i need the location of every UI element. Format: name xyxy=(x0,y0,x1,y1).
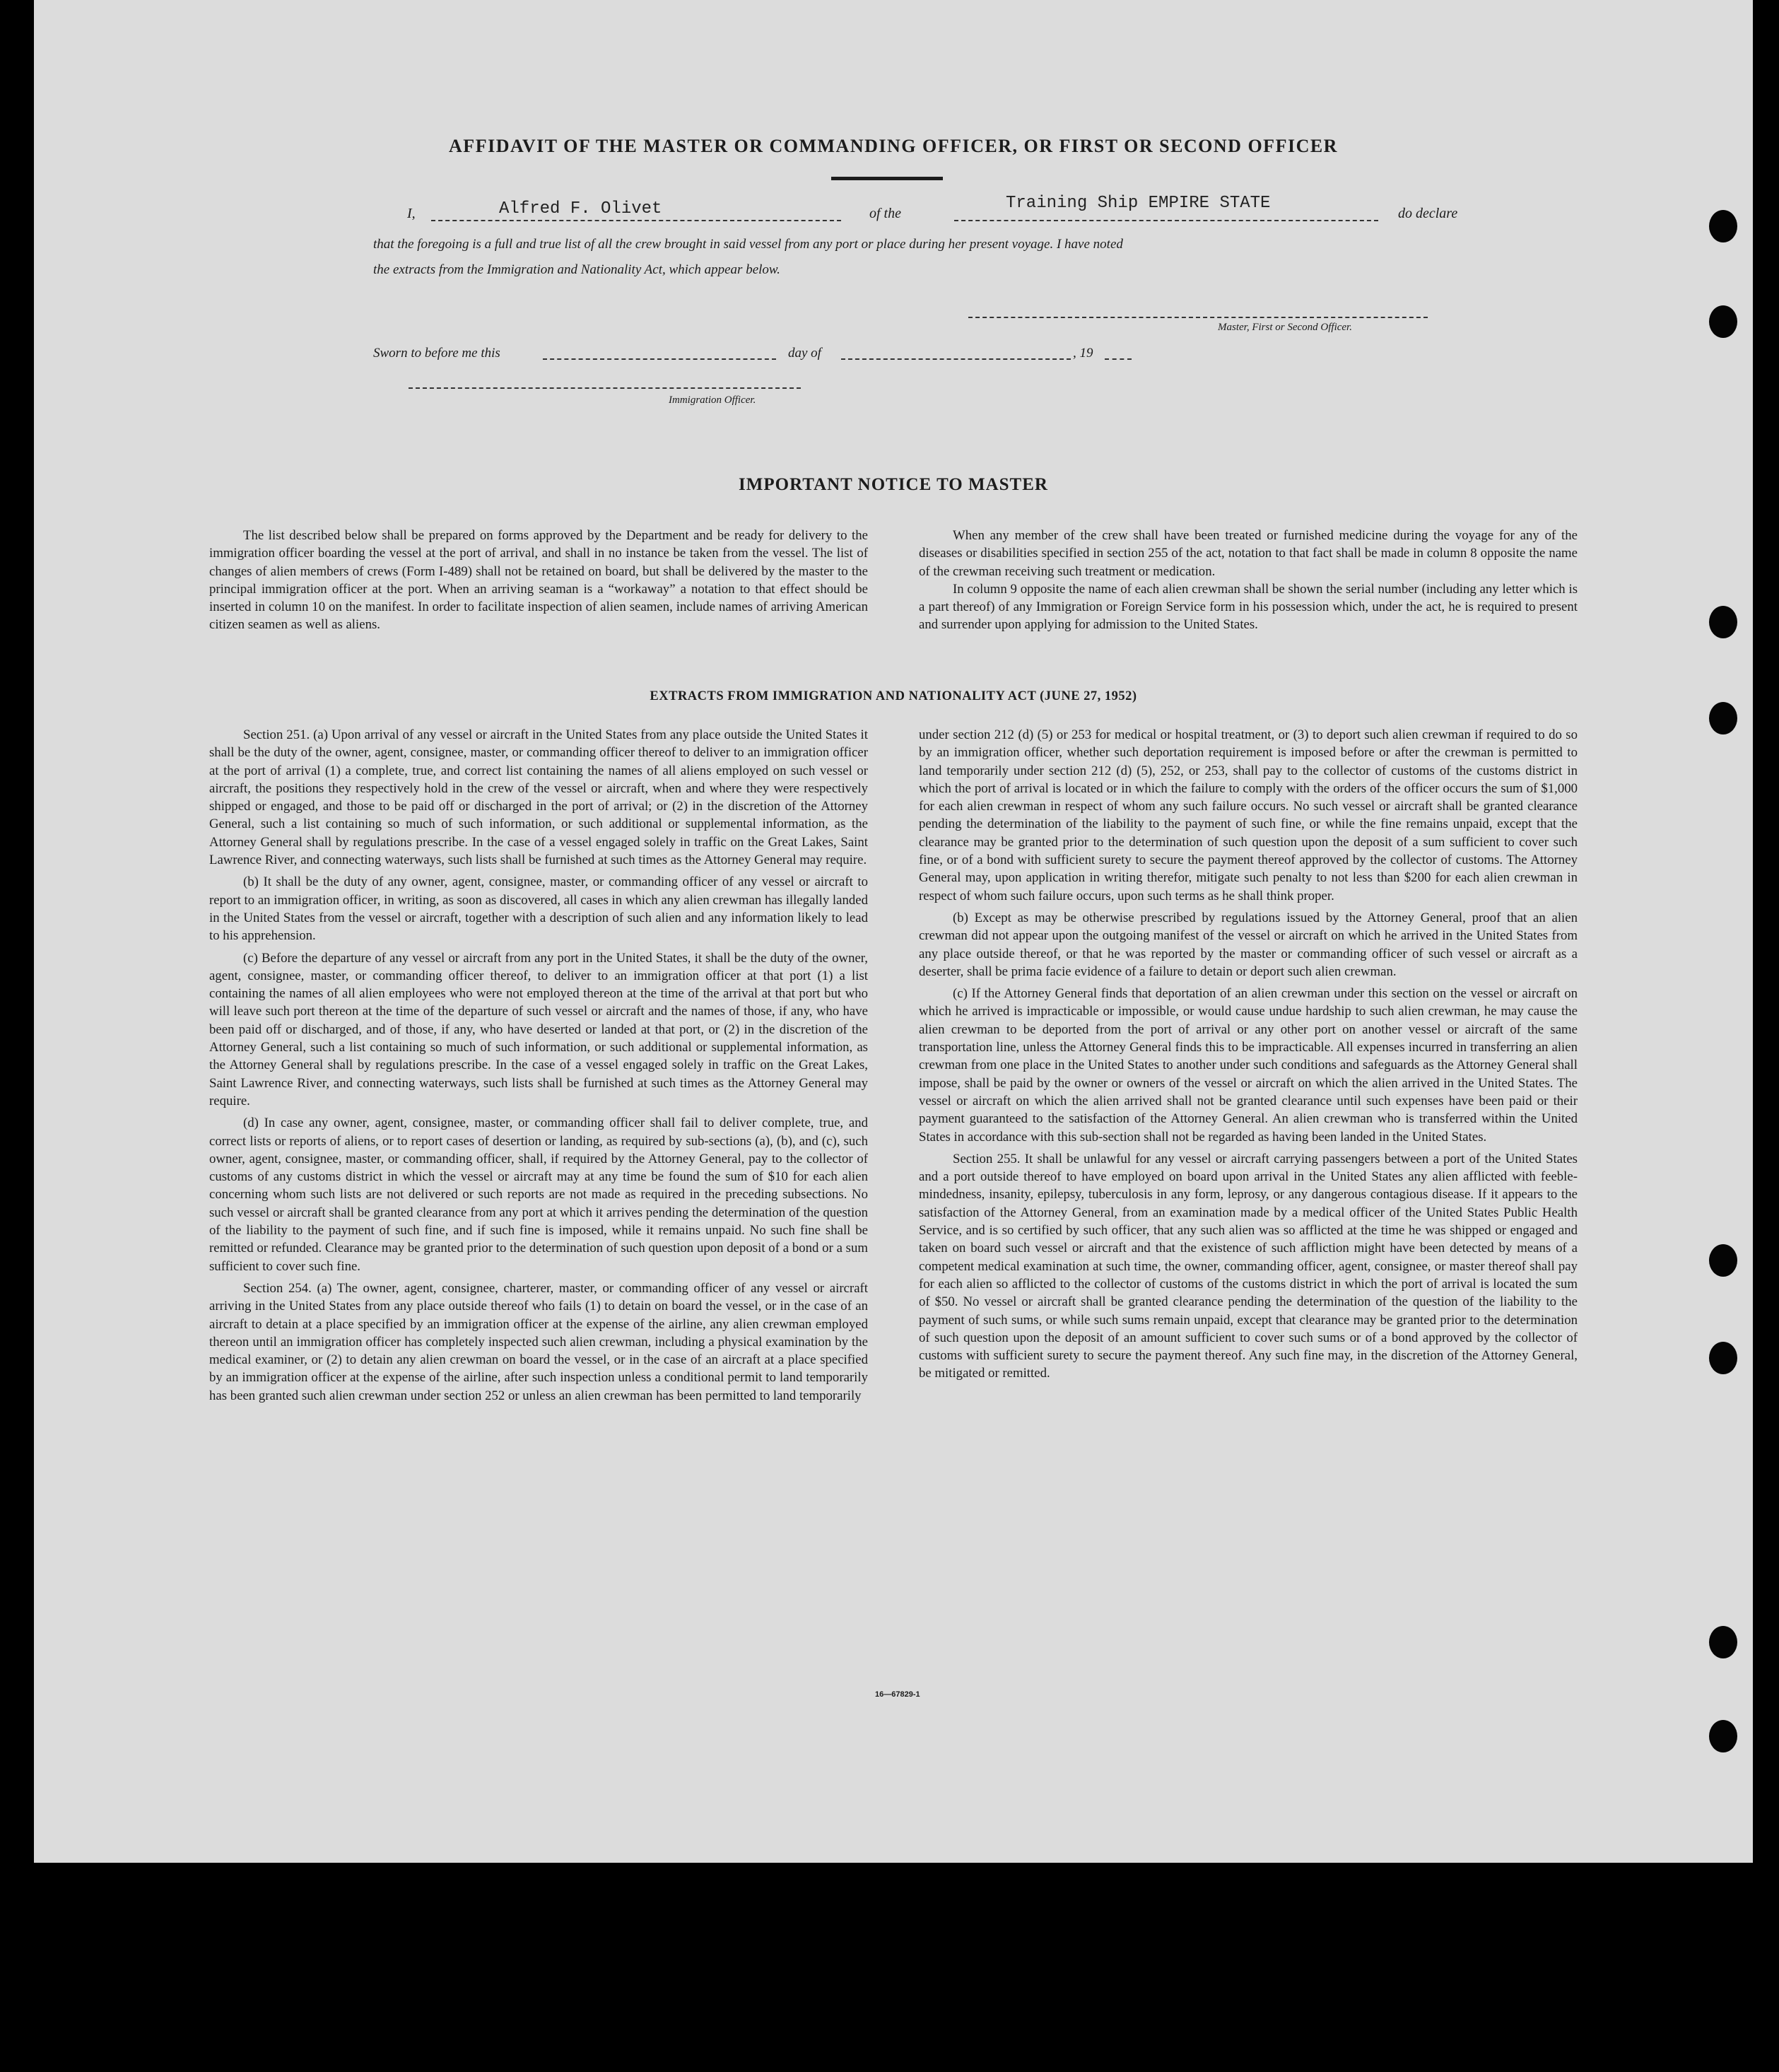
vessel-blank-line xyxy=(954,220,1378,221)
day-of-label: day of xyxy=(788,346,821,361)
notice-title: IMPORTANT NOTICE TO MASTER xyxy=(739,475,1048,494)
punch-hole xyxy=(1709,606,1737,638)
officer-signature-line xyxy=(409,387,801,389)
notice-right-paragraph: In column 9 opposite the name of each alien crewman shall be shown the serial number (including any letter which is a part thereof) of any Immigration or Foreign Service form in his possession which, under the act, he is required to present and surrender upon applying for admission to the United States. xyxy=(919,581,1578,633)
punch-hole xyxy=(1709,305,1737,338)
year-prefix: , 19 xyxy=(1073,346,1093,361)
section-paragraph: (c) Before the departure of any vessel or aircraft from any port in the United States, it shall be the duty of the owner, agent, consignee, master, or commanding officer thereof, to deliver to an immigration officer at that port (1) a list containing the names of all alien employees who were not employed thereon at the time of the arrival at that port but who will leave such port thereon at the time of the departure of such vessel or aircraft and the names of those, if any, who have been paid off or discharged, and of those, if any, who have deserted or landed at that port, or (2) in the discretion of the Attorney General, such a list containing so much of such information, or such additional or supplemental information, as the Attorney General shall by regulations prescribe. In the case of a vessel engaged solely in traffic on the Great Lakes, Saint Lawrence River, and connecting waterways, such lists shall be furnished at such times as the Attorney General may require. xyxy=(209,950,868,1108)
punch-hole xyxy=(1709,1342,1737,1374)
section-paragraph: (d) In case any owner, agent, consignee, master, or commanding officer shall fail to deliver complete, true, and correct lists or reports of aliens, or to report cases of desertion or landing, as required by sub-sections (a), (b), and (c), such owner, agent, consignee, master, or commanding officer, shall, if required by the Attorney General, pay to the collector of customs of any customs district in which the vessel or aircraft may at any time be found the sum of $10 for each alien concerning whom such lists are not delivered or such reports are not made as required in the preceding subsections. No such vessel or aircraft shall be granted clearance from any port at which it arrives pending the determination of the question of the liability to the payment of such fine, and if such fine is imposed, while it remains unpaid. No such fine shall be remitted or refunded. Clearance may be granted prior to the determination of such question upon deposit of a bond or a sum sufficient to cover such fine. xyxy=(209,1116,868,1274)
officer-signature-caption: Immigration Officer. xyxy=(669,394,756,406)
sworn-year-blank xyxy=(1105,358,1132,360)
notice-left-paragraph: The list described below shall be prepared on forms approved by the Department and be ready for delivery to the immigration officer boarding the vessel at the port of arrival, and shall in no instance be taken from the vessel. The list of changes of alien members of crews (Form I-489) shall not be retained on board, but shall be delivered by the master to the principal immigration officer at the port. When an arriving seaman is a “workaway” a notation to that effect should be inserted in column 10 on the manifest. In order to facilitate inspection of alien seamen, include names of arriving American citizen seamen as well as aliens. xyxy=(209,528,868,633)
punch-hole xyxy=(1709,1626,1737,1658)
title-divider xyxy=(831,177,943,180)
statement-line-2: the extracts from the Immigration and Nationality Act, which appear below. xyxy=(373,262,780,277)
section-paragraph: Section 251. (a) Upon arrival of any vessel or aircraft in the United States from any place outside the United States it shall be the duty of the owner, agent, consignee, master, or commanding officer thereof to deliver to an immigration officer at the port of arrival (1) a complete, true, and correct list containing the names of all aliens employed on such vessel or aircraft, the positions they respectively hold in the crew of the vessel or aircraft, when and where they were respectively shipped or engaged, and those to be paid off or discharged in the port of arrival; or (2) in the discretion of the Attorney General, such a list containing so much of such information, or such additional or supplemental information, as the Attorney General shall by regulations prescribe. In the case of a vessel engaged solely in traffic on the Great Lakes, Saint Lawrence River, and connecting waterways, such lists shall be furnished at such times as the Attorney General may require. xyxy=(209,727,868,868)
punch-hole xyxy=(1709,210,1737,242)
of-the-label: of the xyxy=(869,206,901,221)
declaration-line xyxy=(373,194,1476,228)
master-signature-caption: Master, First or Second Officer. xyxy=(1218,322,1352,333)
affidavit-title: AFFIDAVIT OF THE MASTER OR COMMANDING OFFICER, OR FIRST OR SECOND OFFICER xyxy=(449,136,1338,156)
section-paragraph: (c) If the Attorney General finds that deportation of an alien crewman under this section on the vessel or aircraft on which he arrived is impracticable or impossible, or would cause undue hardship to such alien crewman, he may cause the alien crewman to be deported from the port of arrival or any other port on another vessel or aircraft of the same transportation line, unless the Attorney General finds this to be impracticable. All expenses incurred in transferring an alien crewman from one place in the United States to another under such conditions and safeguards as the Attorney General shall impose, shall be paid by the owner or owners of the vessel or aircraft on which the alien arrived in the United States. The vessel or aircraft on which the alien arrived shall not be granted clearance until such expenses have been paid or their payment guaranteed to the satisfaction of the Attorney General. An alien crewman who is transferred within the United States in accordance with this sub-section shall not be regarded as having been landed in the United States. xyxy=(919,986,1578,1145)
document-page xyxy=(34,0,1753,1863)
extracts-right-column xyxy=(919,726,1578,1387)
notice-right-paragraph: When any member of the crew shall have been treated or furnished medicine during the voyage for any of the diseases or disabilities specified in section 255 of the act, notation to that fact shall be made in column 8 opposite the name of the crewman receiving such treatment or medication. xyxy=(919,528,1578,579)
master-signature-line xyxy=(968,317,1428,318)
master-name-value: Alfred F. Olivet xyxy=(499,199,662,218)
i-label: I, xyxy=(407,206,416,221)
section-paragraph: Section 255. It shall be unlawful for any vessel or aircraft carrying passengers between a port of the United States and a port outside thereof to have employed on board upon arrival in the United States any alien afflicted with feeble-mindedness, insanity, epilepsy, tuberculosis in any form, leprosy, or any dangerous contagious disease. If it appears to the satisfaction of the Attorney General, from an examination made by a medical officer of the United States Public Health Service, and is so certified by such officer, that any such alien was so afflicted at the time he was shipped or engaged and taken on board such vessel or aircraft and that the existence of such affliction might have been detected by means of a competent medical examination at such time, the owner, commanding officer, agent, consignee, or master thereof shall pay for each alien so afflicted to the collector of customs of the customs district in which the port of arrival is located the sum of $50. No vessel or aircraft shall be granted clearance pending the determination of the question of the liability to the payment of such sums, or while such sums remain unpaid, except that clearance may be granted prior to the determination of such question upon the deposit of an amount sufficient to cover such sums or of a bond approved by the collector of customs with sufficient surety to secure the payment thereof. Any such fine may, in the discretion of the Attorney General, be mitigated or remitted. xyxy=(919,1151,1578,1381)
sworn-line xyxy=(373,341,1292,366)
punch-hole xyxy=(1709,702,1737,734)
section-paragraph: Section 254. (a) The owner, agent, consignee, charterer, master, or commanding officer of any vessel or aircraft arriving in the United States from any place outside thereof who fails (1) to detain on board the vessel, or in the case of an aircraft to detain at a place specified by an immigration officer at the expense of the airline, any alien crewman employed thereon until an immigration officer has completely inspected such alien crewman, including a physical examination by the medical examiner, or (2) to detain any alien crewman on board the vessel, or in the case of an aircraft at a place specified by an immigration officer at the expense of the airline, after such inspection unless a conditional permit to land temporarily has been granted such alien crewman under section 252 or unless an alien crewman has been permitted to land temporarily xyxy=(209,1280,868,1403)
form-number: 16—67829-1 xyxy=(875,1690,920,1699)
sworn-label: Sworn to before me this xyxy=(373,346,500,361)
name-blank-line xyxy=(431,220,841,221)
notice-left-column xyxy=(209,527,868,638)
punch-hole xyxy=(1709,1244,1737,1277)
sworn-day-blank xyxy=(543,358,776,360)
sworn-month-blank xyxy=(841,358,1071,360)
do-declare-label: do declare xyxy=(1398,206,1458,221)
punch-hole xyxy=(1709,1720,1737,1752)
notice-right-column xyxy=(919,527,1578,638)
statement-line-1: that the foregoing is a full and true list of all the crew brought in said vessel from any port or place during her present voyage. I have noted xyxy=(373,237,1123,252)
section-paragraph: under section 212 (d) (5) or 253 for medical or hospital treatment, or (3) to deport such alien crewman if required to do so by an immigration officer, whether such deportation requirement is imposed before or after the crewman is permitted to land temporarily under section 212 (d) (5), 252, or 253, shall pay to the collector of customs of the customs district in which the port of arrival is located or in which the failure to comply with the orders of the officer occurs the sum of $1,000 for each alien crewman in respect of whom any such failure occurs. No such vessel or aircraft shall be granted clearance pending the determination of the liability to the payment of such fine, or while the fine remains unpaid, except that the clearance may be granted prior to the determination of such question upon the deposit of a sum sufficient to cover such fine, or of a bond with sufficient surety to secure the payment thereof approved by the collector of customs. The Attorney General may, upon application in writing therefor, mitigate such penalty to not less than $200 for each alien crewman in respect of whom such failure occurs, upon such terms as he shall think proper. xyxy=(919,727,1578,903)
vessel-name-value: Training Ship EMPIRE STATE xyxy=(1006,194,1271,213)
extracts-title: EXTRACTS FROM IMMIGRATION AND NATIONALITY ACT (JUNE 27, 1952) xyxy=(650,689,1137,703)
extracts-left-column xyxy=(209,726,868,1409)
section-paragraph: (b) Except as may be otherwise prescribed by regulations issued by the Attorney General, proof that an alien crewman did not appear upon the outgoing manifest of the vessel or aircraft on which he arrived in the United States from any place outside thereof, or that he was reported by the master or commanding officer of such vessel or aircraft as a deserter, shall be prima facie evidence of a failure to detain or deport such alien crewman. xyxy=(919,910,1578,979)
section-paragraph: (b) It shall be the duty of any owner, agent, consignee, master, or commanding officer of any vessel or aircraft to report to an immigration officer, in writing, as soon as discovered, all cases in which any alien crewman has illegally landed in the United States from the vessel or aircraft, together with a description of such alien and any information likely to lead to his apprehension. xyxy=(209,874,868,944)
